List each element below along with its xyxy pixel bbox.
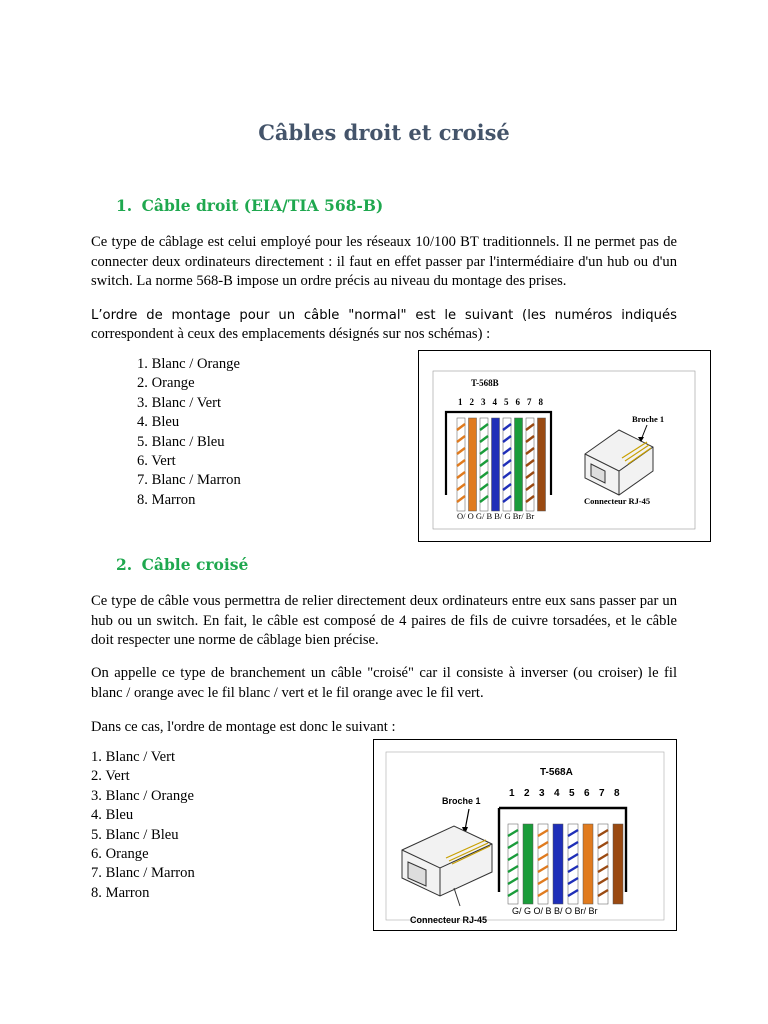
list-item: 1. Blanc / Orange <box>137 356 240 372</box>
list-item: 5. Blanc / Bleu <box>91 826 179 843</box>
section2-paragraph-1: Ce type de câble vous permettra de relier directement deux ordinateurs entre eux sans passer par un hub ou un switch. En fait, le câble est composé de 4 paires de fils de cuivre torsadées, et le câble doit respecter une norme de câblage bien précise. <box>91 593 677 649</box>
pin-number: 8 <box>538 397 543 407</box>
section1-paragraph-2-line2: correspondent à ceux des emplacements désignés sur nos schémas) : <box>91 326 491 342</box>
t568a-label: T-568A <box>540 767 573 778</box>
list-item: 8. Marron <box>91 884 150 901</box>
pin-number: 1 <box>509 788 515 799</box>
section1-wire-list <box>137 355 241 510</box>
pin-number: 2 <box>524 788 530 799</box>
pin-number: 2 <box>469 397 474 407</box>
section1-paragraph-2-line1: L’ordre de montage pour un câble "normal" est le suivant (les numéros indiqués <box>91 308 677 323</box>
pin-number: 4 <box>492 397 497 407</box>
figure-t568a <box>373 739 677 931</box>
list-item: 4. Bleu <box>137 414 180 431</box>
section1-number: 1. <box>116 196 133 215</box>
t568a-diagram <box>374 740 676 930</box>
connector-label: Connecteur RJ-45 <box>410 915 488 925</box>
wire-blue <box>553 824 563 904</box>
pin-number: 7 <box>527 397 532 407</box>
section2-paragraph-2: On appelle ce type de branchement un câble "croisé" car il consiste à inverser (ou croiser) le fil blanc / orange avec le fil blanc / vert et le fil orange avec le fil vert. <box>91 665 677 701</box>
section1-paragraph-1: Ce type de câblage est celui employé pour les réseaux 10/100 BT traditionnels. Il ne permet pas de connecter deux ordinateurs directement : il faut en effet passer par l'intermédiaire d'un hub ou d'un switch. La norme 568-B impose un ordre précis au niveau du montage des prises. <box>91 234 677 290</box>
section1-heading-text: Câble droit (EIA/TIA 568-B) <box>141 196 384 215</box>
list-item: 6. Orange <box>91 846 149 863</box>
pin-number: 6 <box>584 788 590 799</box>
section2-number: 2. <box>116 555 133 574</box>
pin-number: 5 <box>569 788 575 799</box>
list-item: 2. Orange <box>137 375 195 392</box>
pin-number: 6 <box>515 397 520 407</box>
wire-brown <box>613 824 623 904</box>
pin-number: 4 <box>554 788 560 799</box>
list-item: 8. Marron <box>137 491 196 508</box>
list-item: 2. Vert <box>91 768 130 785</box>
broche-label: Broche 1 <box>442 796 481 806</box>
connector-label: Connecteur RJ-45 <box>584 496 651 506</box>
broche-label: Broche 1 <box>632 414 665 424</box>
wire-green <box>523 824 533 904</box>
wire-brown <box>538 418 546 511</box>
list-item: 6. Vert <box>137 453 176 470</box>
page-title: Câbles droit et croisé <box>258 120 510 145</box>
section2-heading-text: Câble croisé <box>141 555 249 574</box>
list-item: 7. Blanc / Marron <box>91 865 195 882</box>
pin-number: 8 <box>614 788 620 799</box>
pin-number: 7 <box>599 788 605 799</box>
figure-t568b <box>418 350 711 542</box>
pin-number: 3 <box>539 788 545 799</box>
wire-green <box>515 418 523 511</box>
wire-blue <box>492 418 500 511</box>
pin-number: 3 <box>481 397 486 407</box>
t568a-wire-labels: G/ G O/ B B/ O Br/ Br <box>512 906 598 916</box>
t568b-wire-labels: O/ O G/ B B/ G Br/ Br <box>457 511 535 521</box>
section2-paragraph-3: Dans ce cas, l'ordre de montage est donc le suivant : <box>91 719 396 735</box>
section2-wire-list <box>91 748 195 903</box>
list-item: 7. Blanc / Marron <box>137 472 241 489</box>
list-item: 3. Blanc / Vert <box>137 394 222 411</box>
list-item: 1. Blanc / Vert <box>91 749 176 765</box>
t568b-label: T-568B <box>471 378 499 388</box>
list-item: 3. Blanc / Orange <box>91 787 194 804</box>
pin-number: 5 <box>504 397 509 407</box>
list-item: 4. Bleu <box>91 807 134 824</box>
section2-heading <box>116 555 248 574</box>
section1-heading <box>116 196 383 215</box>
wire-orange <box>469 418 477 511</box>
pin-number: 1 <box>458 397 463 407</box>
t568b-diagram <box>419 351 710 541</box>
wire-orange <box>583 824 593 904</box>
list-item: 5. Blanc / Bleu <box>137 433 225 450</box>
